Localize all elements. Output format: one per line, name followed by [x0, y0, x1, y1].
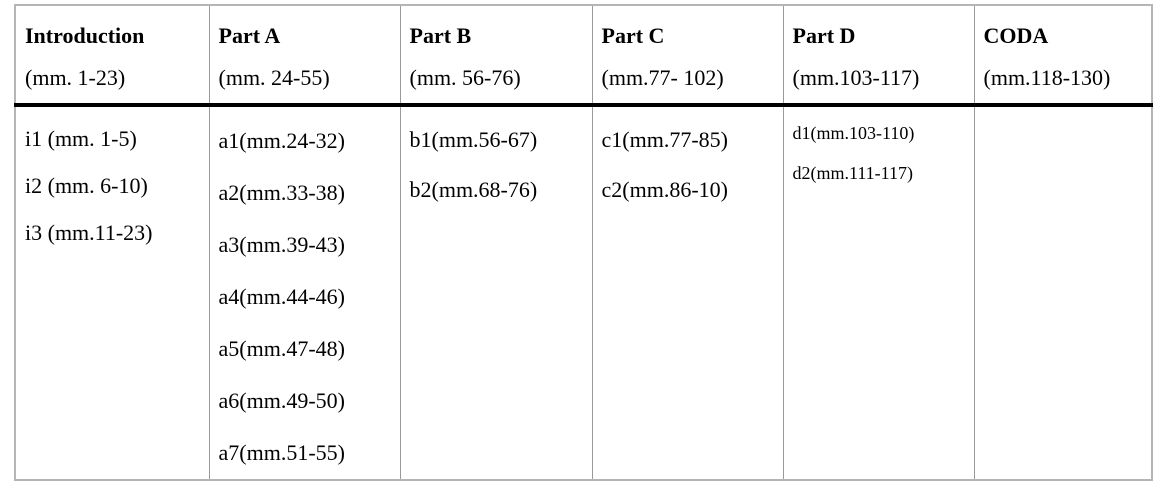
column-sections-part-b [400, 105, 592, 480]
column-measure-range: (mm. 24-55) [218, 65, 330, 90]
section-label: b1(mm.56-67) [409, 127, 538, 152]
column-title: Part B [409, 23, 472, 48]
column-title: Part A [218, 23, 281, 48]
section-label: d2(mm.111-117) [792, 163, 913, 183]
section-label: a7(mm.51-55) [218, 440, 345, 465]
column-measure-range: (mm. 1-23) [25, 65, 126, 90]
column-title: Part C [601, 23, 665, 48]
column-header-introduction [15, 5, 209, 105]
form-analysis-table [14, 4, 1153, 481]
column-title: CODA [983, 23, 1049, 48]
section-label: c1(mm.77-85) [601, 127, 728, 152]
column-measure-range: (mm.118-130) [983, 65, 1111, 90]
section-label: i1 (mm. 1-5) [25, 126, 137, 151]
form-analysis-table-wrap [14, 4, 1153, 481]
column-sections-part-c [592, 105, 783, 480]
section-label: a1(mm.24-32) [218, 128, 345, 153]
section-label: a3(mm.39-43) [218, 232, 345, 257]
section-label: a6(mm.49-50) [218, 388, 345, 413]
column-title: Part D [792, 23, 856, 48]
column-header-part-d [783, 5, 974, 105]
section-label: b2(mm.68-76) [409, 177, 538, 202]
section-label: d1(mm.103-110) [792, 123, 915, 143]
column-measure-range: (mm.103-117) [792, 65, 920, 90]
section-label: a5(mm.47-48) [218, 336, 345, 361]
column-header-part-b [400, 5, 592, 105]
column-header-part-c [592, 5, 783, 105]
column-sections-introduction [15, 105, 209, 480]
column-sections-coda [974, 105, 1152, 480]
column-measure-range: (mm. 56-76) [409, 65, 521, 90]
body-row [15, 105, 1152, 480]
section-label: i2 (mm. 6-10) [25, 173, 148, 198]
section-label: a2(mm.33-38) [218, 180, 345, 205]
section-label: a4(mm.44-46) [218, 284, 345, 309]
column-sections-part-a [209, 105, 400, 480]
column-measure-range: (mm.77- 102) [601, 65, 724, 90]
section-label: c2(mm.86-10) [601, 177, 728, 202]
column-header-coda [974, 5, 1152, 105]
column-header-part-a [209, 5, 400, 105]
section-label: i3 (mm.11-23) [25, 220, 153, 245]
header-row [15, 5, 1152, 105]
column-title: Introduction [25, 23, 145, 48]
column-sections-part-d [783, 105, 974, 480]
